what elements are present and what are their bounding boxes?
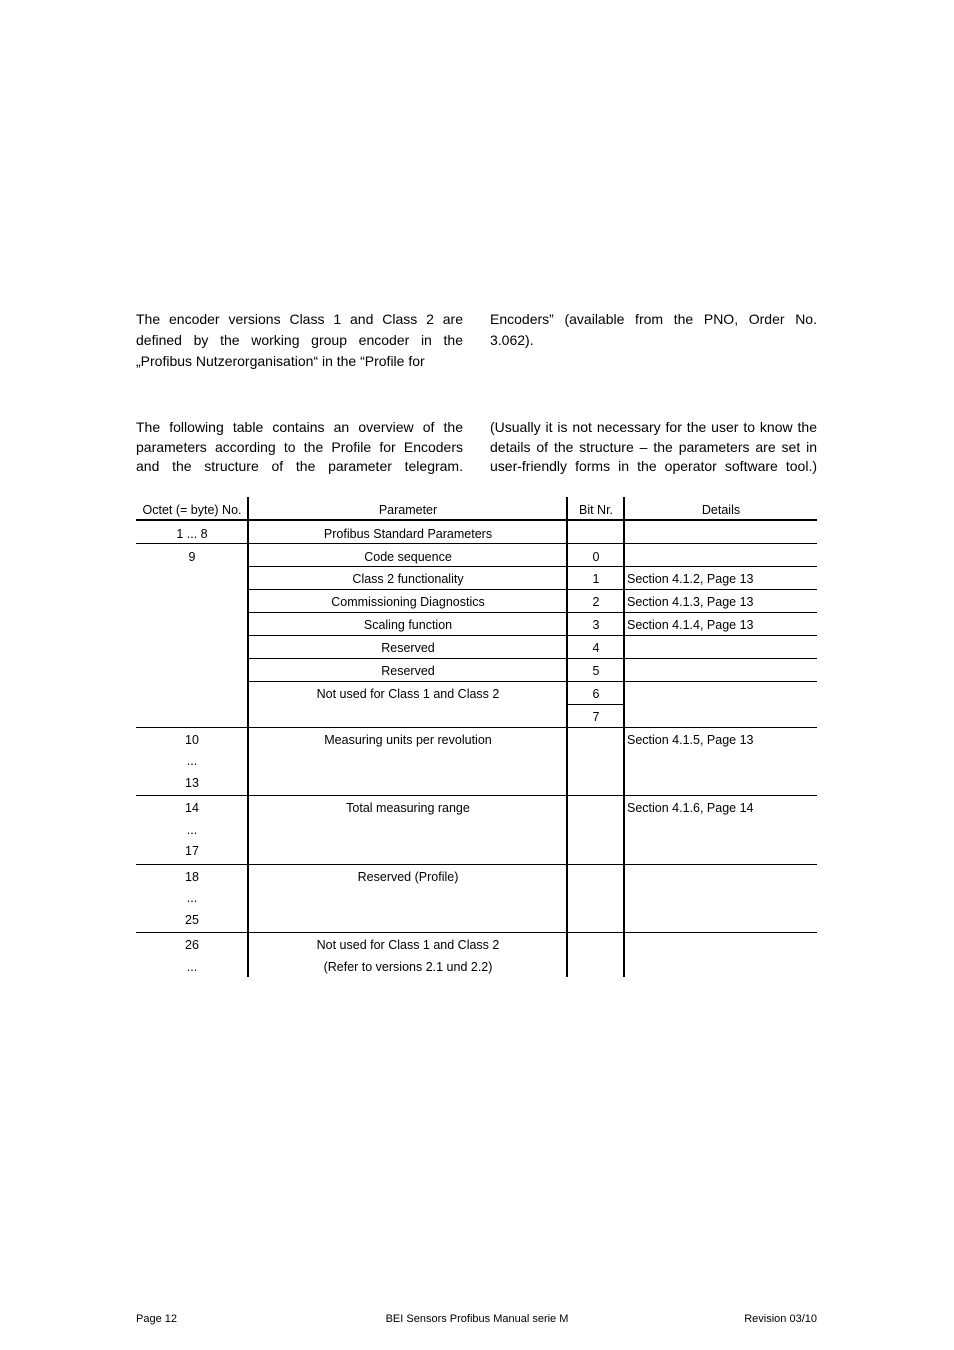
details-cell: Section 4.1.2, Page 13 (627, 572, 754, 586)
bit-cell: 2 (592, 595, 600, 609)
overview-paragraph-left: The following table contains an overview of the parameters according to the Profile for Encoders and the structure of the parameter telegram. (136, 419, 463, 474)
row-rule (567, 704, 624, 705)
bit-cell: 5 (592, 664, 600, 678)
row-rule (136, 727, 817, 728)
details-cell: Section 4.1.4, Page 13 (627, 618, 754, 632)
parameter-table (136, 0, 817, 1350)
bit-cell: 4 (592, 641, 600, 655)
details-cell: Section 4.1.3, Page 13 (627, 595, 754, 609)
parameter-cell: (Refer to versions 2.1 und 2.2) (323, 960, 493, 974)
footer-title: BEI Sensors Profibus Manual serie M (385, 1313, 569, 1325)
octet-cell: 17 (185, 844, 199, 858)
octet-cell: 25 (185, 913, 199, 927)
parameter-cell: Code sequence (364, 550, 452, 564)
bit-cell: 1 (592, 572, 600, 586)
octet-cell: 26 (185, 938, 199, 952)
page-number: Page 12 (136, 1313, 177, 1325)
parameter-cell: Profibus Standard Parameters (323, 527, 493, 541)
footer-revision: Revision 03/10 (744, 1313, 817, 1325)
bit-cell: 6 (592, 687, 600, 701)
column-divider (623, 497, 625, 977)
octet-cell: 1 ... 8 (176, 527, 208, 541)
details-cell: Section 4.1.6, Page 14 (627, 801, 754, 815)
row-rule (248, 612, 817, 613)
details-cell: Section 4.1.5, Page 13 (627, 733, 754, 747)
parameter-cell: Measuring units per revolution (324, 733, 492, 747)
intro-paragraph-right: Encoders” (available from the PNO, Order No. 3.062). (490, 311, 817, 348)
bit-cell: 0 (592, 550, 600, 564)
octet-cell: 10 (185, 733, 199, 747)
header-rule (136, 519, 817, 521)
intro-paragraph-left: The encoder versions Class 1 and Class 2 are defined by the working group encoder in the „Profibus Nutzerorganisation“ in the “Profile for (136, 311, 463, 369)
parameter-cell: Total measuring range (346, 801, 470, 815)
column-divider (247, 497, 249, 977)
row-rule (248, 681, 817, 682)
octet-cell: 9 (188, 550, 196, 564)
row-rule (136, 543, 817, 544)
row-rule (136, 864, 817, 865)
octet-cell: ... (186, 823, 198, 837)
row-rule (248, 566, 817, 567)
parameter-cell: Reserved (381, 664, 435, 678)
octet-cell: 14 (185, 801, 199, 815)
parameter-cell: Not used for Class 1 and Class 2 (316, 687, 500, 701)
row-rule (136, 932, 817, 933)
row-rule (136, 795, 817, 796)
octet-cell: 13 (185, 776, 199, 790)
parameter-cell: Not used for Class 1 and Class 2 (316, 938, 500, 952)
parameter-cell: Class 2 functionality (352, 572, 464, 586)
overview-paragraph-right: (Usually it is not necessary for the user to know the details of the structure – the parameters are set in user-friendly forms in the operator software tool.) (490, 419, 817, 474)
parameter-cell: Reserved (Profile) (357, 870, 459, 884)
row-rule (248, 658, 817, 659)
header-details: Details (701, 503, 741, 517)
parameter-cell: Scaling function (363, 618, 453, 632)
parameter-cell: Commissioning Diagnostics (331, 595, 485, 609)
bit-cell: 7 (592, 710, 600, 724)
row-rule (248, 589, 817, 590)
bit-cell: 3 (592, 618, 600, 632)
header-octet: Octet (= byte) No. (142, 503, 242, 517)
parameter-cell: Reserved (381, 641, 435, 655)
octet-cell: ... (186, 891, 198, 905)
row-rule (248, 635, 817, 636)
column-divider (566, 497, 568, 977)
octet-cell: ... (186, 754, 198, 768)
header-bit: Bit Nr. (578, 503, 614, 517)
header-parameter: Parameter (378, 503, 438, 517)
octet-cell: 18 (185, 870, 199, 884)
octet-cell: ... (186, 960, 198, 974)
